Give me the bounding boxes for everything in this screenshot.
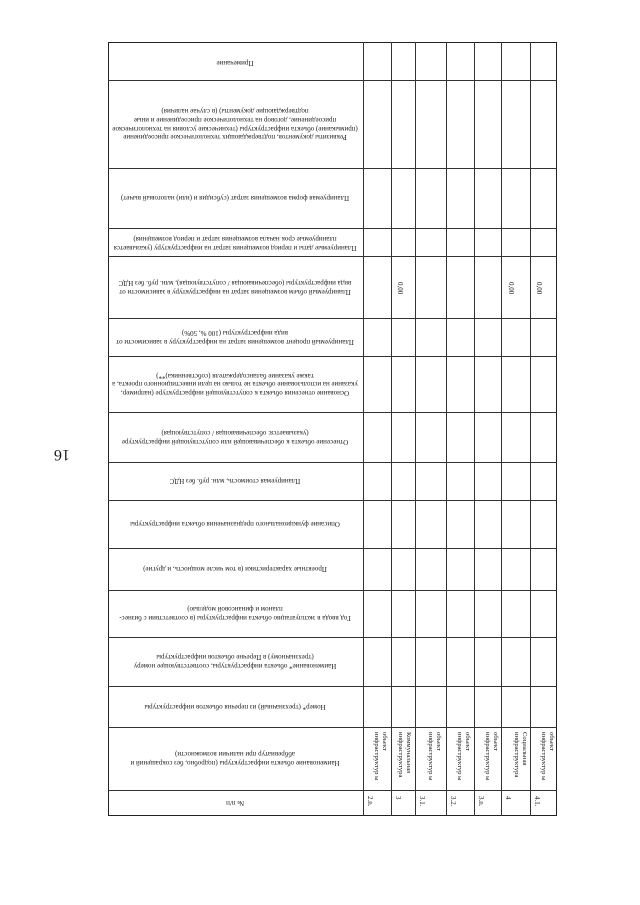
row-name: объект инфраструктур ы xyxy=(373,732,388,781)
row-line xyxy=(108,318,557,319)
row-line xyxy=(108,548,557,549)
row-line xyxy=(108,256,557,257)
volume-value: 0,00 xyxy=(507,282,515,295)
header-compensation-percent: Планируемый процент возмещения затрат на инфраструктуру в зависимости от вида инфраструктуры (100 %, 50%) xyxy=(116,329,354,346)
col-line xyxy=(501,42,502,816)
header-cost: Планируемая стоимость, млн. руб. без НДС xyxy=(169,477,301,486)
row-number: 3.2. xyxy=(449,796,457,807)
row-name: Коммунальная инфраструктура xyxy=(397,732,412,778)
row-number: 4 xyxy=(504,796,512,800)
header-number-infra: Номер* (трехзначный) из перечня объектов инфраструктуры xyxy=(144,702,326,711)
header-row-number: № п/п xyxy=(226,799,244,808)
row-line xyxy=(108,500,557,501)
volume-value: 0,00 xyxy=(535,282,543,295)
row-line xyxy=(108,356,557,357)
row-name: объект инфраструктур ы xyxy=(540,732,555,781)
header-divider xyxy=(363,42,364,816)
header-design-specs: Проектные характеристики (в том числе мощность, и другие) xyxy=(143,565,327,574)
header-note: Примечание xyxy=(216,59,254,68)
row-number: 3.n. xyxy=(477,796,485,807)
page-number: 16 xyxy=(54,446,70,463)
header-attribution: Отнесение объекта к обеспечивающей или сопутствующей инфраструктуре (указывается: обеспечивающая / сопутствующая) xyxy=(121,429,349,446)
row-line xyxy=(108,412,557,413)
header-commission-year: Год ввода в эксплуатацию объекта инфраструктуры (в соответствии с бизнес-планом и финансовой моделью) xyxy=(119,605,351,623)
row-name: объект инфраструктур ы xyxy=(427,732,442,781)
header-justification: Основание отнесения объекта к сопутствующей инфраструктуре (например, указание на использование объекта не только на цели инвестиционного проекта, а также указание балансодержателя (собственника)**) xyxy=(112,371,358,397)
col-line xyxy=(474,42,475,816)
row-name: объект инфраструктур ы xyxy=(456,732,471,781)
header-compensation-volume: Планируемый объем возмещения затрат на инфраструктуру в зависимости от вида инфраструктуры (обеспечивающая / сопутствующая), млн. руб. без НДС xyxy=(118,279,352,296)
col-line xyxy=(415,42,416,816)
header-compensation-form: Планируемая форма возмещения затрат (субсидия и (или) налоговый вычет) xyxy=(120,194,350,203)
header-functional-purpose: Описание функционального предназначения объекта инфраструктуры xyxy=(130,520,340,529)
row-line xyxy=(108,168,557,169)
header-requisites: Реквизиты документов, подтверждающих технологическое присоединение (примыкание) объекта инфраструктуры (технические условия на технологическое присоединение, договор на технологическое присоединение и иные подтверждающие документы) (в случае наличия) xyxy=(112,107,358,142)
row-line xyxy=(108,727,557,728)
col-line xyxy=(391,42,392,816)
volume-value: 0,00 xyxy=(396,282,404,295)
row-number: 3.1. xyxy=(418,796,426,807)
row-name: Социальная инфраструктура xyxy=(513,732,528,778)
row-line xyxy=(108,686,557,687)
col-line xyxy=(530,42,531,816)
col-line xyxy=(446,42,447,816)
row-number: 4.1. xyxy=(533,796,541,807)
row-line xyxy=(108,80,557,81)
header-object-name: Наименование объекта инфраструктуры (подробно, без сокращений и аббревиатур при наличии возможности) xyxy=(130,750,340,768)
row-line xyxy=(108,590,557,591)
row-line xyxy=(108,637,557,638)
row-line xyxy=(108,790,557,791)
row-line xyxy=(108,228,557,229)
row-number: 2.n. xyxy=(366,796,374,807)
row-line xyxy=(108,462,557,463)
row-name: объект инфраструктур ы xyxy=(484,732,499,781)
header-name-infra: Наименование* объекта инфраструктуры, соответствующее номеру (трехзначному) в Перечне объектов инфраструктуры xyxy=(133,653,337,671)
header-compensation-dates: Планируемые даты и период возмещения затрат на инфраструктуру (указывается планируемые срок начала возмещения затрат и период возмещения) xyxy=(113,235,357,252)
row-number: 3 xyxy=(394,796,402,800)
